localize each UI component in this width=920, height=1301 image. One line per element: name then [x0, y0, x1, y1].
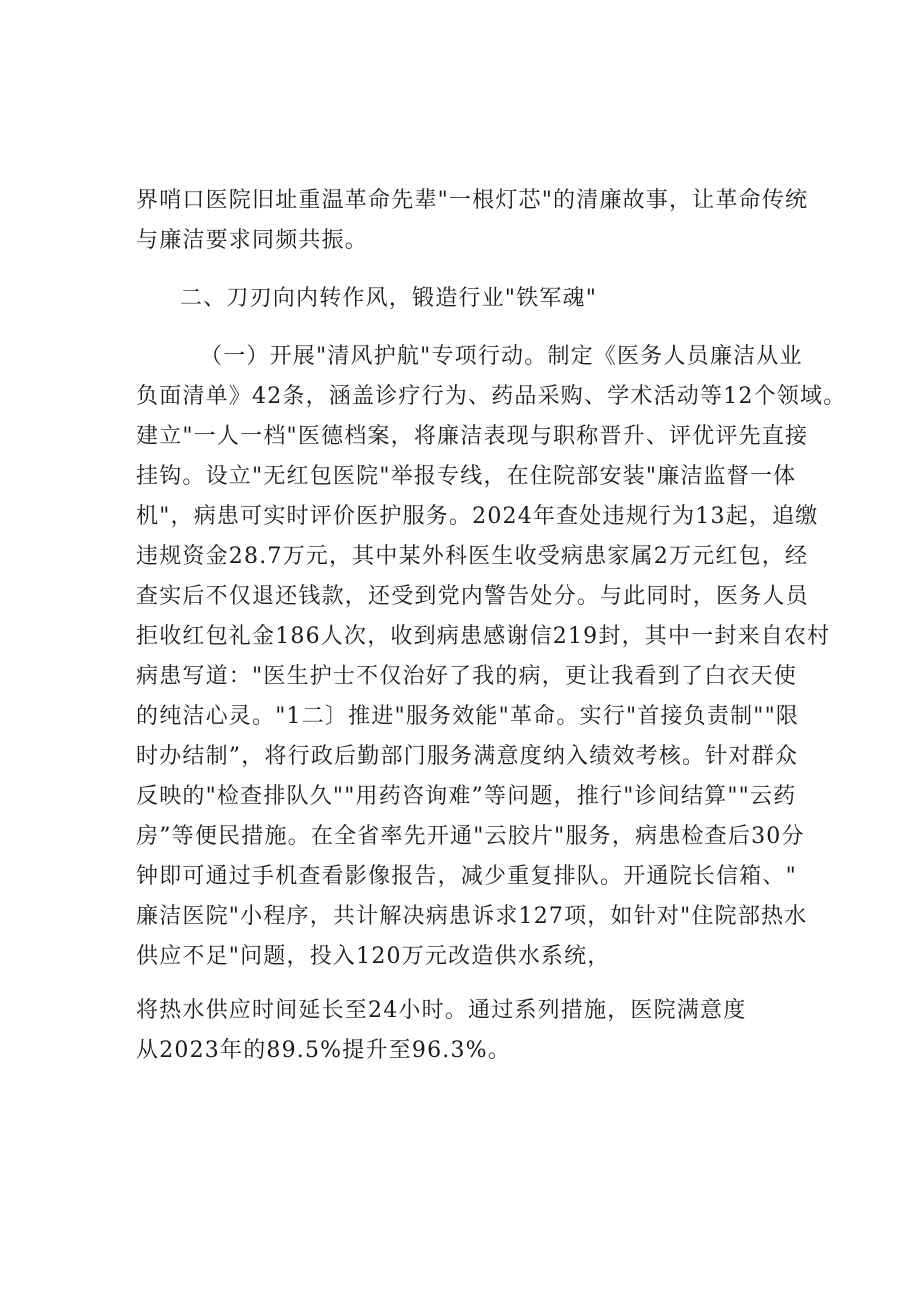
paragraph-line: 界哨口医院旧址重温革命先辈"一根灯芯"的清廉故事，让革命传统 [136, 188, 809, 213]
paragraph-line: 将热水供应时间延长至24小时。通过系列措施，医院满意度 [136, 998, 747, 1023]
paragraph-line: 违规资金28.7万元，其中某外科医生收受病患家属2万元红包，经 [136, 544, 809, 569]
paragraph-line: 钟即可通过手机查看影像报告，减少重复排队。开通院长信箱、" [136, 864, 797, 889]
paragraph-line: 与廉洁要求同频共振。 [136, 228, 369, 253]
paragraph-line: 负面清单》42条，涵盖诊疗行为、药品采购、学术活动等12个领域。 [136, 384, 847, 409]
paragraph-line: 病患写道："医生护士不仅治好了我的病，更让我看到了白衣天使 [136, 664, 797, 689]
paragraph-line: 机"，病患可实时评价医护服务。2024年查处违规行为13起，追缴 [136, 504, 819, 529]
section-heading: 二、刀刃向内转作风，锻造行业"铁军魂" [180, 286, 598, 311]
paragraph-line: 房”等便民措施。在全省率先开通"云胶片"服务，病患检查后30分 [136, 824, 805, 849]
paragraph-line: 从2023年的89.5%提升至96.3%。 [136, 1038, 511, 1063]
paragraph-line: 时办结制”，将行政后勤部门服务满意度纳入绩效考核。针对群众 [136, 744, 799, 769]
paragraph-line: 廉洁医院"小程序，共计解决病患诉求127项，如针对"住院部热水 [136, 904, 808, 929]
paragraph-line: 拒收红包礼金186人次，收到病患感谢信219封，其中一封来自农村 [136, 624, 831, 649]
paragraph-line: 反映的"检查排队久""用药咨询难”等问题，推行"诊间结算""云药 [136, 784, 797, 809]
paragraph-line: 建立"一人一档"医德档案，将廉洁表现与职称晋升、评优评先直接 [136, 424, 809, 449]
paragraph-line: 的纯洁心灵。"1二〕推进"服务效能"革命。实行"首接负责制""限 [136, 704, 800, 729]
paragraph-line: 供应不足"问题，投入120万元改造供水系统， [136, 944, 611, 969]
paragraph-line: 挂钩。设立"无红包医院"举报专线，在住院部安装"廉洁监督一体 [136, 464, 797, 489]
subsection-heading: （一）开展"清风护航"专项行动。制定《医务人员廉洁从业 [200, 344, 803, 369]
paragraph-line: 查实后不仅退还钱款，还受到党内警告处分。与此同时，医务人员 [136, 584, 809, 609]
